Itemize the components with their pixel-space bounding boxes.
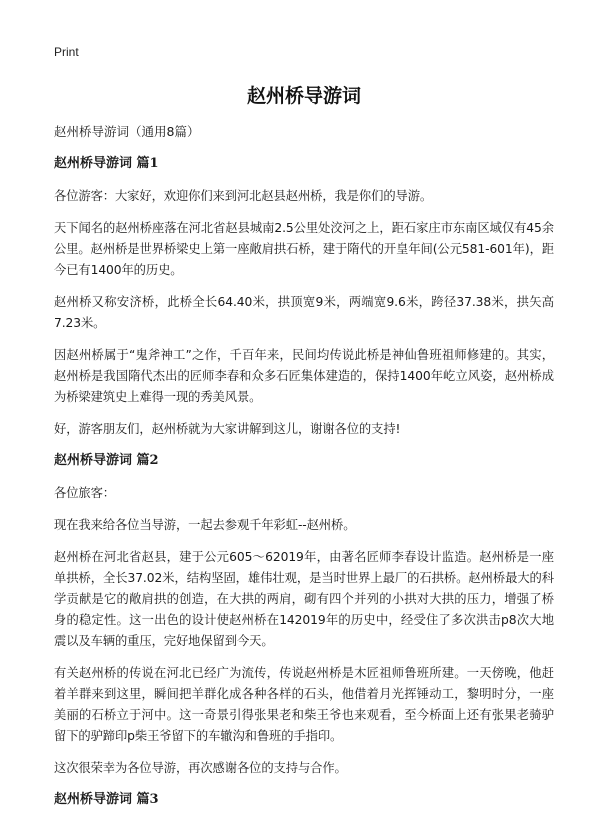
section-heading-3: 赵州桥导游词 篇3 [54,792,159,807]
paragraph: 天下闻名的赵州桥座落在河北省赵县城南2.5公里处洨河之上，距石家庄市东南区域仅有45余公里。赵州桥是世界桥梁史上第一座敞肩拱石桥，建于隋代的开皇年间(公元581-601年)，距今已有1400年的历史。 [54,221,554,277]
paragraph: 赵州桥在河北省赵县，建于公元605～62019年，由著名匠师李春设计监造。赵州桥是一座单拱桥，全长37.02米，结构坚固，雄伟壮观，是当时世界上最厂的石拱桥。赵州桥最大的科学贡献是它的敞肩拱的创造，在大拱的两肩，砌有四个并列的小拱对大拱的压力，增强了桥身的稳定性。这一出色的设计使赵州桥在142019年的历史中，经受住了多次洪击p8次大地震以及车辆的重压，完好地保留到今天。 [54,550,554,648]
paragraph: 因赵州桥属于“鬼斧神工”之作，千百年来，民间均传说此桥是神仙鲁班祖师修建的。其实，赵州桥是我国隋代杰出的匠师李春和众多石匠集体建造的，保持1400年屹立风姿，赵州桥成为桥梁建筑史上难得一现的秀美风景。 [54,348,554,404]
section-heading-2: 赵州桥导游词 篇2 [54,453,159,468]
paragraph: 这次很荣幸为各位导游，再次感谢各位的支持与合作。 [54,761,347,775]
paragraph: 各位游客：大家好，欢迎你们来到河北赵县赵州桥，我是你们的导游。 [54,189,433,203]
paragraph: 各位旅客： [54,486,115,500]
paragraph: 现在我来给各位当导游，一起去参观千年彩虹--赵州桥。 [54,518,356,532]
document-title: 赵州桥导游词 [246,85,361,107]
section-heading-1: 赵州桥导游词 篇1 [54,156,159,171]
document-subtitle: 赵州桥导游词（通用8篇） [54,124,200,139]
print-label[interactable]: Print [54,45,79,59]
paragraph: 有关赵州桥的传说在河北已经广为流传，传说赵州桥是木匠祖师鲁班所建。一天傍晚，他赶着羊群来到这里，瞬间把羊群化成各种各样的石头，他借着月光挥锤动工，黎明时分，一座美丽的石桥立于河中。这一奇景引得张果老和柴王爷也来观看，至今桥面上还有张果老骑驴留下的驴蹄印p柴王爷留下的车辙沟和鲁班的手指印。 [54,666,554,743]
paragraph: 好，游客朋友们，赵州桥就为大家讲解到这儿，谢谢各位的支持! [54,422,401,436]
paragraph: 赵州桥又称安济桥，此桥全长64.40米，拱顶宽9米，两端宽9.6米，跨径37.38米，拱矢高7.23米。 [54,295,554,330]
